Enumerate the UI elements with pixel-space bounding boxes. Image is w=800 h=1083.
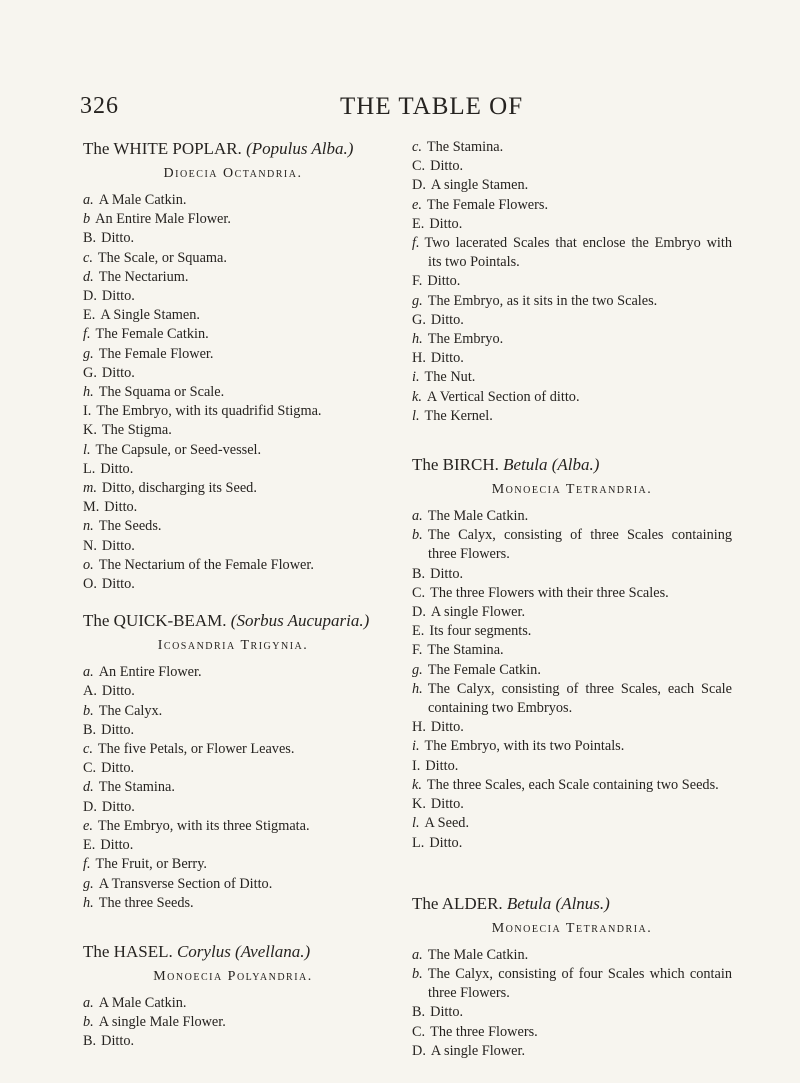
- figure-entry: [412, 584, 732, 603]
- plant-section: [83, 941, 383, 1052]
- figure-entry: [83, 702, 383, 721]
- figure-entry: [412, 176, 732, 195]
- figure-key: N.: [83, 537, 97, 554]
- figure-key: e.: [412, 196, 422, 213]
- figure-description: The Calyx, consisting of three Scales containing three Flowers.: [427, 527, 732, 563]
- figure-entry: [83, 402, 383, 421]
- figure-entry: [83, 1032, 383, 1051]
- figure-description: The three Flowers with their three Scales.: [430, 584, 669, 601]
- figure-entry: [412, 718, 732, 737]
- figure-entry: [83, 894, 383, 913]
- figure-key: b.: [412, 527, 423, 544]
- figure-entry: [83, 306, 383, 325]
- section-title: [83, 941, 383, 962]
- figure-key: O.: [83, 576, 97, 593]
- figure-key: b: [83, 211, 91, 228]
- figure-key: F.: [412, 273, 423, 290]
- figure-description: The Embryo, as it sits in the two Scales.: [427, 292, 658, 309]
- plant-latin-name: Betula (Alnus.): [506, 893, 610, 913]
- figure-entry: [83, 229, 383, 248]
- figure-description: Ditto.: [425, 757, 459, 774]
- figure-entry: [83, 575, 383, 594]
- figure-description: Ditto.: [101, 576, 135, 593]
- figure-description: Ditto.: [101, 288, 135, 305]
- figure-entry: [83, 1013, 383, 1032]
- figure-entry: [412, 834, 732, 853]
- figure-key: c.: [83, 249, 93, 266]
- figure-description: The Stamina.: [426, 139, 504, 155]
- figure-key: B.: [412, 1004, 426, 1021]
- figure-description: Ditto.: [101, 1033, 135, 1050]
- plant-latin-name: (Sorbus Aucuparia.): [230, 611, 370, 631]
- figure-key: i.: [412, 369, 420, 386]
- figure-key: G.: [83, 364, 97, 381]
- figure-description: A Male Catkin.: [98, 192, 187, 208]
- figure-description: Ditto.: [430, 565, 464, 582]
- figure-key: H.: [412, 719, 426, 736]
- figure-key: K.: [83, 422, 97, 439]
- figure-entry: [83, 836, 383, 855]
- figure-description: The Embryo.: [427, 331, 504, 348]
- figure-entry: [412, 737, 732, 756]
- figure-key: D.: [412, 177, 426, 194]
- figure-entry: [83, 287, 383, 306]
- figure-description: The Female Catkin.: [427, 661, 541, 678]
- figure-key: h.: [412, 331, 423, 348]
- figure-description: Ditto.: [101, 760, 135, 777]
- figure-entry: [412, 272, 732, 291]
- figure-description: Ditto.: [429, 215, 463, 232]
- figure-key: b.: [412, 965, 423, 982]
- figure-description: Ditto.: [427, 273, 461, 290]
- figure-key: I.: [83, 403, 92, 420]
- figure-description: Ditto.: [100, 460, 134, 477]
- figure-entry: [83, 682, 383, 701]
- figure-key: a.: [412, 508, 423, 525]
- figure-description: The Female Flowers.: [426, 196, 549, 213]
- figure-key: F.: [412, 642, 423, 659]
- figure-key: l.: [412, 815, 420, 832]
- figure-entry: [83, 421, 383, 440]
- plant-latin-name: Corylus (Avellana.): [176, 941, 311, 961]
- figure-key: d.: [83, 268, 94, 285]
- figure-description: The Seeds.: [98, 518, 162, 535]
- figure-description: Ditto.: [430, 719, 464, 736]
- figure-entry: [412, 1003, 732, 1022]
- figure-entry: [83, 268, 383, 287]
- figure-description: The Fruit, or Berry.: [95, 856, 207, 873]
- plant-common-name: The QUICK-BEAM.: [83, 611, 227, 631]
- figure-description: Ditto.: [101, 683, 135, 700]
- figure-key: A.: [83, 683, 97, 700]
- figure-description: The Stamina.: [98, 779, 175, 796]
- figure-description: The Embryo, with its three Stigmata.: [97, 817, 310, 834]
- figure-description: The Squama or Scale.: [98, 384, 225, 401]
- figure-entry: [412, 1042, 732, 1061]
- figure-key: D.: [83, 288, 97, 305]
- figure-entry: [412, 641, 732, 660]
- figure-key: h.: [412, 680, 423, 697]
- figure-key: B.: [83, 1033, 97, 1050]
- figure-key: E.: [83, 837, 96, 854]
- linnaean-classification: Dioecia Octandria.: [163, 166, 303, 181]
- figure-entry: [412, 157, 732, 176]
- figure-key: E.: [412, 623, 425, 640]
- figure-description: A single Male Flower.: [98, 1014, 226, 1031]
- figure-key: E.: [83, 307, 96, 324]
- figure-description: The Female Catkin.: [95, 326, 209, 343]
- figure-key: b.: [83, 702, 94, 719]
- figure-key: k.: [412, 388, 422, 405]
- figure-key: L.: [83, 460, 96, 477]
- figure-key: B.: [83, 721, 97, 738]
- figure-description: The Calyx.: [98, 702, 163, 719]
- figure-key: g.: [412, 661, 423, 678]
- right-column: [412, 138, 732, 1077]
- figure-description: The Nut.: [424, 369, 476, 386]
- figure-key: B.: [412, 565, 426, 582]
- figure-entry: [83, 537, 383, 556]
- figure-entry: [412, 507, 732, 526]
- figure-description: An Entire Male Flower.: [95, 211, 231, 228]
- figure-description: The Calyx, consisting of three Scales, each Scale containing two Embryos.: [427, 680, 732, 717]
- figure-entry: [83, 345, 383, 364]
- figure-description: The Female Flower.: [98, 345, 214, 362]
- figure-key: H.: [412, 350, 426, 367]
- figure-description: A Male Catkin.: [98, 994, 187, 1011]
- section-title: [412, 893, 732, 914]
- figure-entry: [412, 330, 732, 349]
- figure-key: f.: [412, 235, 420, 252]
- figure-key: l.: [83, 441, 91, 458]
- figure-description: Ditto.: [104, 499, 138, 516]
- figure-entry: [412, 965, 732, 1003]
- figure-description: Two lacerated Scales that enclose the Embryo with its two Pointals.: [424, 235, 732, 271]
- figure-entry: [83, 778, 383, 797]
- figure-entry: [412, 565, 732, 584]
- figure-description: A Transverse Section of Ditto.: [98, 875, 273, 892]
- figure-key: b.: [83, 1014, 94, 1031]
- plant-common-name: The HASEL.: [83, 941, 173, 961]
- figure-key: C.: [412, 158, 426, 175]
- figure-entry: [83, 383, 383, 402]
- figure-entry: [83, 740, 383, 759]
- figure-description: The Kernel.: [424, 407, 493, 424]
- figure-key: a.: [83, 192, 94, 208]
- figure-entry: [412, 368, 732, 387]
- figure-key: c.: [412, 139, 422, 155]
- figure-description: An Entire Flower.: [98, 664, 202, 681]
- figure-key: M.: [83, 499, 100, 516]
- figure-key: k.: [412, 776, 422, 793]
- figure-key: C.: [83, 760, 97, 777]
- linnaean-classification: Icosandria Trigynia.: [157, 638, 309, 654]
- plant-common-name: The ALDER.: [412, 893, 503, 913]
- figure-entry: [412, 196, 732, 215]
- figure-entry: [83, 817, 383, 836]
- figure-description: The Scale, or Squama.: [97, 249, 227, 266]
- figure-entry: [412, 795, 732, 814]
- figure-description: The Embryo, with its quadrifid Stigma.: [96, 403, 322, 420]
- figure-description: The Embryo, with its two Pointals.: [424, 738, 625, 755]
- figure-entry: [83, 855, 383, 874]
- figure-entry: [412, 661, 732, 680]
- figure-entry: [412, 680, 732, 718]
- plant-latin-name: (Populus Alba.): [246, 139, 354, 158]
- figure-entry: [412, 292, 732, 311]
- figure-entry: [83, 556, 383, 575]
- page-number: 326: [80, 93, 119, 119]
- figure-entry: [412, 1023, 732, 1042]
- figure-description: A Vertical Section of ditto.: [426, 388, 580, 405]
- figure-description: Ditto.: [430, 311, 464, 328]
- figure-entry: [412, 311, 732, 330]
- figure-entry: [83, 325, 383, 344]
- figure-description: Ditto, discharging its Seed.: [101, 480, 257, 497]
- figure-key: o.: [83, 556, 94, 573]
- figure-key: a.: [412, 946, 423, 963]
- figure-entry: [412, 814, 732, 833]
- figure-description: The three Scales, each Scale containing two Seeds.: [426, 776, 719, 793]
- figure-key: E.: [412, 215, 425, 232]
- figure-entry: [83, 798, 383, 817]
- figure-key: I.: [412, 757, 421, 774]
- plant-latin-name: Betula (Alba.): [503, 455, 600, 475]
- figure-description: The Male Catkin.: [427, 508, 529, 525]
- figure-entry: [83, 191, 383, 210]
- figure-key: f.: [83, 326, 91, 343]
- figure-description: A Seed.: [424, 815, 470, 832]
- page-header: [0, 93, 800, 133]
- figure-description: The Nectarium of the Female Flower.: [98, 556, 314, 573]
- figure-entry: [83, 994, 383, 1013]
- figure-description: A Single Stamen.: [100, 307, 200, 324]
- figure-entry: [83, 364, 383, 383]
- figure-description: The Male Catkin.: [427, 946, 529, 963]
- figure-key: K.: [412, 796, 426, 813]
- figure-description: Ditto.: [101, 230, 135, 247]
- figure-entry: [412, 215, 732, 234]
- figure-entry: [83, 210, 383, 229]
- figure-entry: [412, 388, 732, 407]
- figure-description: The five Petals, or Flower Leaves.: [97, 741, 295, 758]
- figure-key: L.: [412, 834, 425, 851]
- figure-key: D.: [83, 798, 97, 815]
- left-column: [83, 138, 383, 1068]
- figure-description: A single Flower.: [430, 1042, 526, 1059]
- figure-entry: [412, 622, 732, 641]
- figure-entry: [83, 875, 383, 894]
- figure-description: Ditto.: [430, 158, 464, 175]
- figure-entry: [412, 757, 732, 776]
- figure-description: Its four segments.: [429, 623, 532, 640]
- figure-description: Ditto.: [430, 350, 464, 367]
- figure-entry: [412, 526, 732, 564]
- figure-key: h.: [83, 894, 94, 911]
- figure-entry: [83, 249, 383, 268]
- figure-entry: [412, 407, 732, 426]
- figure-key: e.: [83, 817, 93, 834]
- plant-common-name: The BIRCH.: [412, 455, 499, 475]
- figure-entry: [412, 946, 732, 965]
- figure-description: Ditto.: [430, 1004, 464, 1021]
- figure-description: The three Flowers.: [430, 1023, 538, 1040]
- figure-description: The Calyx, consisting of four Scales which contain three Flowers.: [427, 965, 732, 1002]
- figure-description: Ditto.: [430, 796, 464, 813]
- figure-entry: [83, 441, 383, 460]
- figure-description: The Capsule, or Seed-vessel.: [95, 441, 262, 458]
- figure-description: Ditto.: [429, 834, 463, 851]
- figure-key: n.: [83, 518, 94, 535]
- plant-section: [412, 138, 732, 426]
- figure-key: a.: [83, 994, 94, 1011]
- figure-key: g.: [412, 292, 423, 309]
- figure-key: C.: [412, 584, 426, 601]
- figure-entry: [83, 498, 383, 517]
- figure-entry: [412, 603, 732, 622]
- figure-key: D.: [412, 604, 426, 621]
- figure-description: Ditto.: [101, 798, 135, 815]
- figure-description: Ditto.: [100, 837, 134, 854]
- running-title: THE TABLE OF: [340, 93, 524, 120]
- figure-entry: [412, 234, 732, 272]
- section-title: [83, 610, 383, 631]
- figure-key: l.: [412, 407, 420, 424]
- figure-key: D.: [412, 1042, 426, 1059]
- figure-key: d.: [83, 779, 94, 796]
- figure-description: The Stigma.: [101, 422, 172, 439]
- figure-description: A single Flower.: [430, 604, 526, 621]
- figure-key: h.: [83, 384, 94, 401]
- figure-entry: [83, 479, 383, 498]
- figure-key: G.: [412, 311, 426, 328]
- figure-entry: [83, 759, 383, 778]
- linnaean-classification: Monoecia Tetrandria.: [491, 482, 653, 498]
- figure-description: Ditto.: [101, 721, 135, 738]
- figure-description: The three Seeds.: [98, 894, 194, 911]
- linnaean-classification: Monoecia Polyandria.: [153, 968, 313, 984]
- figure-description: Ditto.: [101, 364, 135, 381]
- figure-description: The Stamina.: [427, 642, 504, 659]
- section-title: [83, 138, 383, 159]
- plant-section: [83, 610, 383, 913]
- plant-section: [412, 893, 732, 1061]
- figure-entry: [412, 349, 732, 368]
- figure-entry: [83, 460, 383, 479]
- figure-entry: [83, 721, 383, 740]
- linnaean-classification: Monoecia Tetrandria.: [491, 920, 653, 936]
- plant-section: [83, 138, 383, 594]
- figure-description: The Nectarium.: [98, 268, 189, 285]
- figure-entry: [83, 663, 383, 682]
- figure-key: f.: [83, 856, 91, 873]
- figure-entry: [412, 138, 732, 157]
- figure-key: g.: [83, 345, 94, 362]
- figure-key: B.: [83, 230, 97, 247]
- figure-description: Ditto.: [101, 537, 135, 554]
- figure-key: i.: [412, 738, 420, 755]
- figure-key: a.: [83, 664, 94, 681]
- figure-description: A single Stamen.: [430, 177, 529, 194]
- figure-key: C.: [412, 1023, 426, 1040]
- section-title: [412, 454, 732, 475]
- figure-key: c.: [83, 741, 93, 758]
- plant-section: [412, 454, 732, 853]
- plant-common-name: The WHITE POPLAR.: [83, 139, 242, 158]
- figure-key: g.: [83, 875, 94, 892]
- figure-entry: [83, 517, 383, 536]
- figure-entry: [412, 776, 732, 795]
- figure-key: m.: [83, 480, 97, 497]
